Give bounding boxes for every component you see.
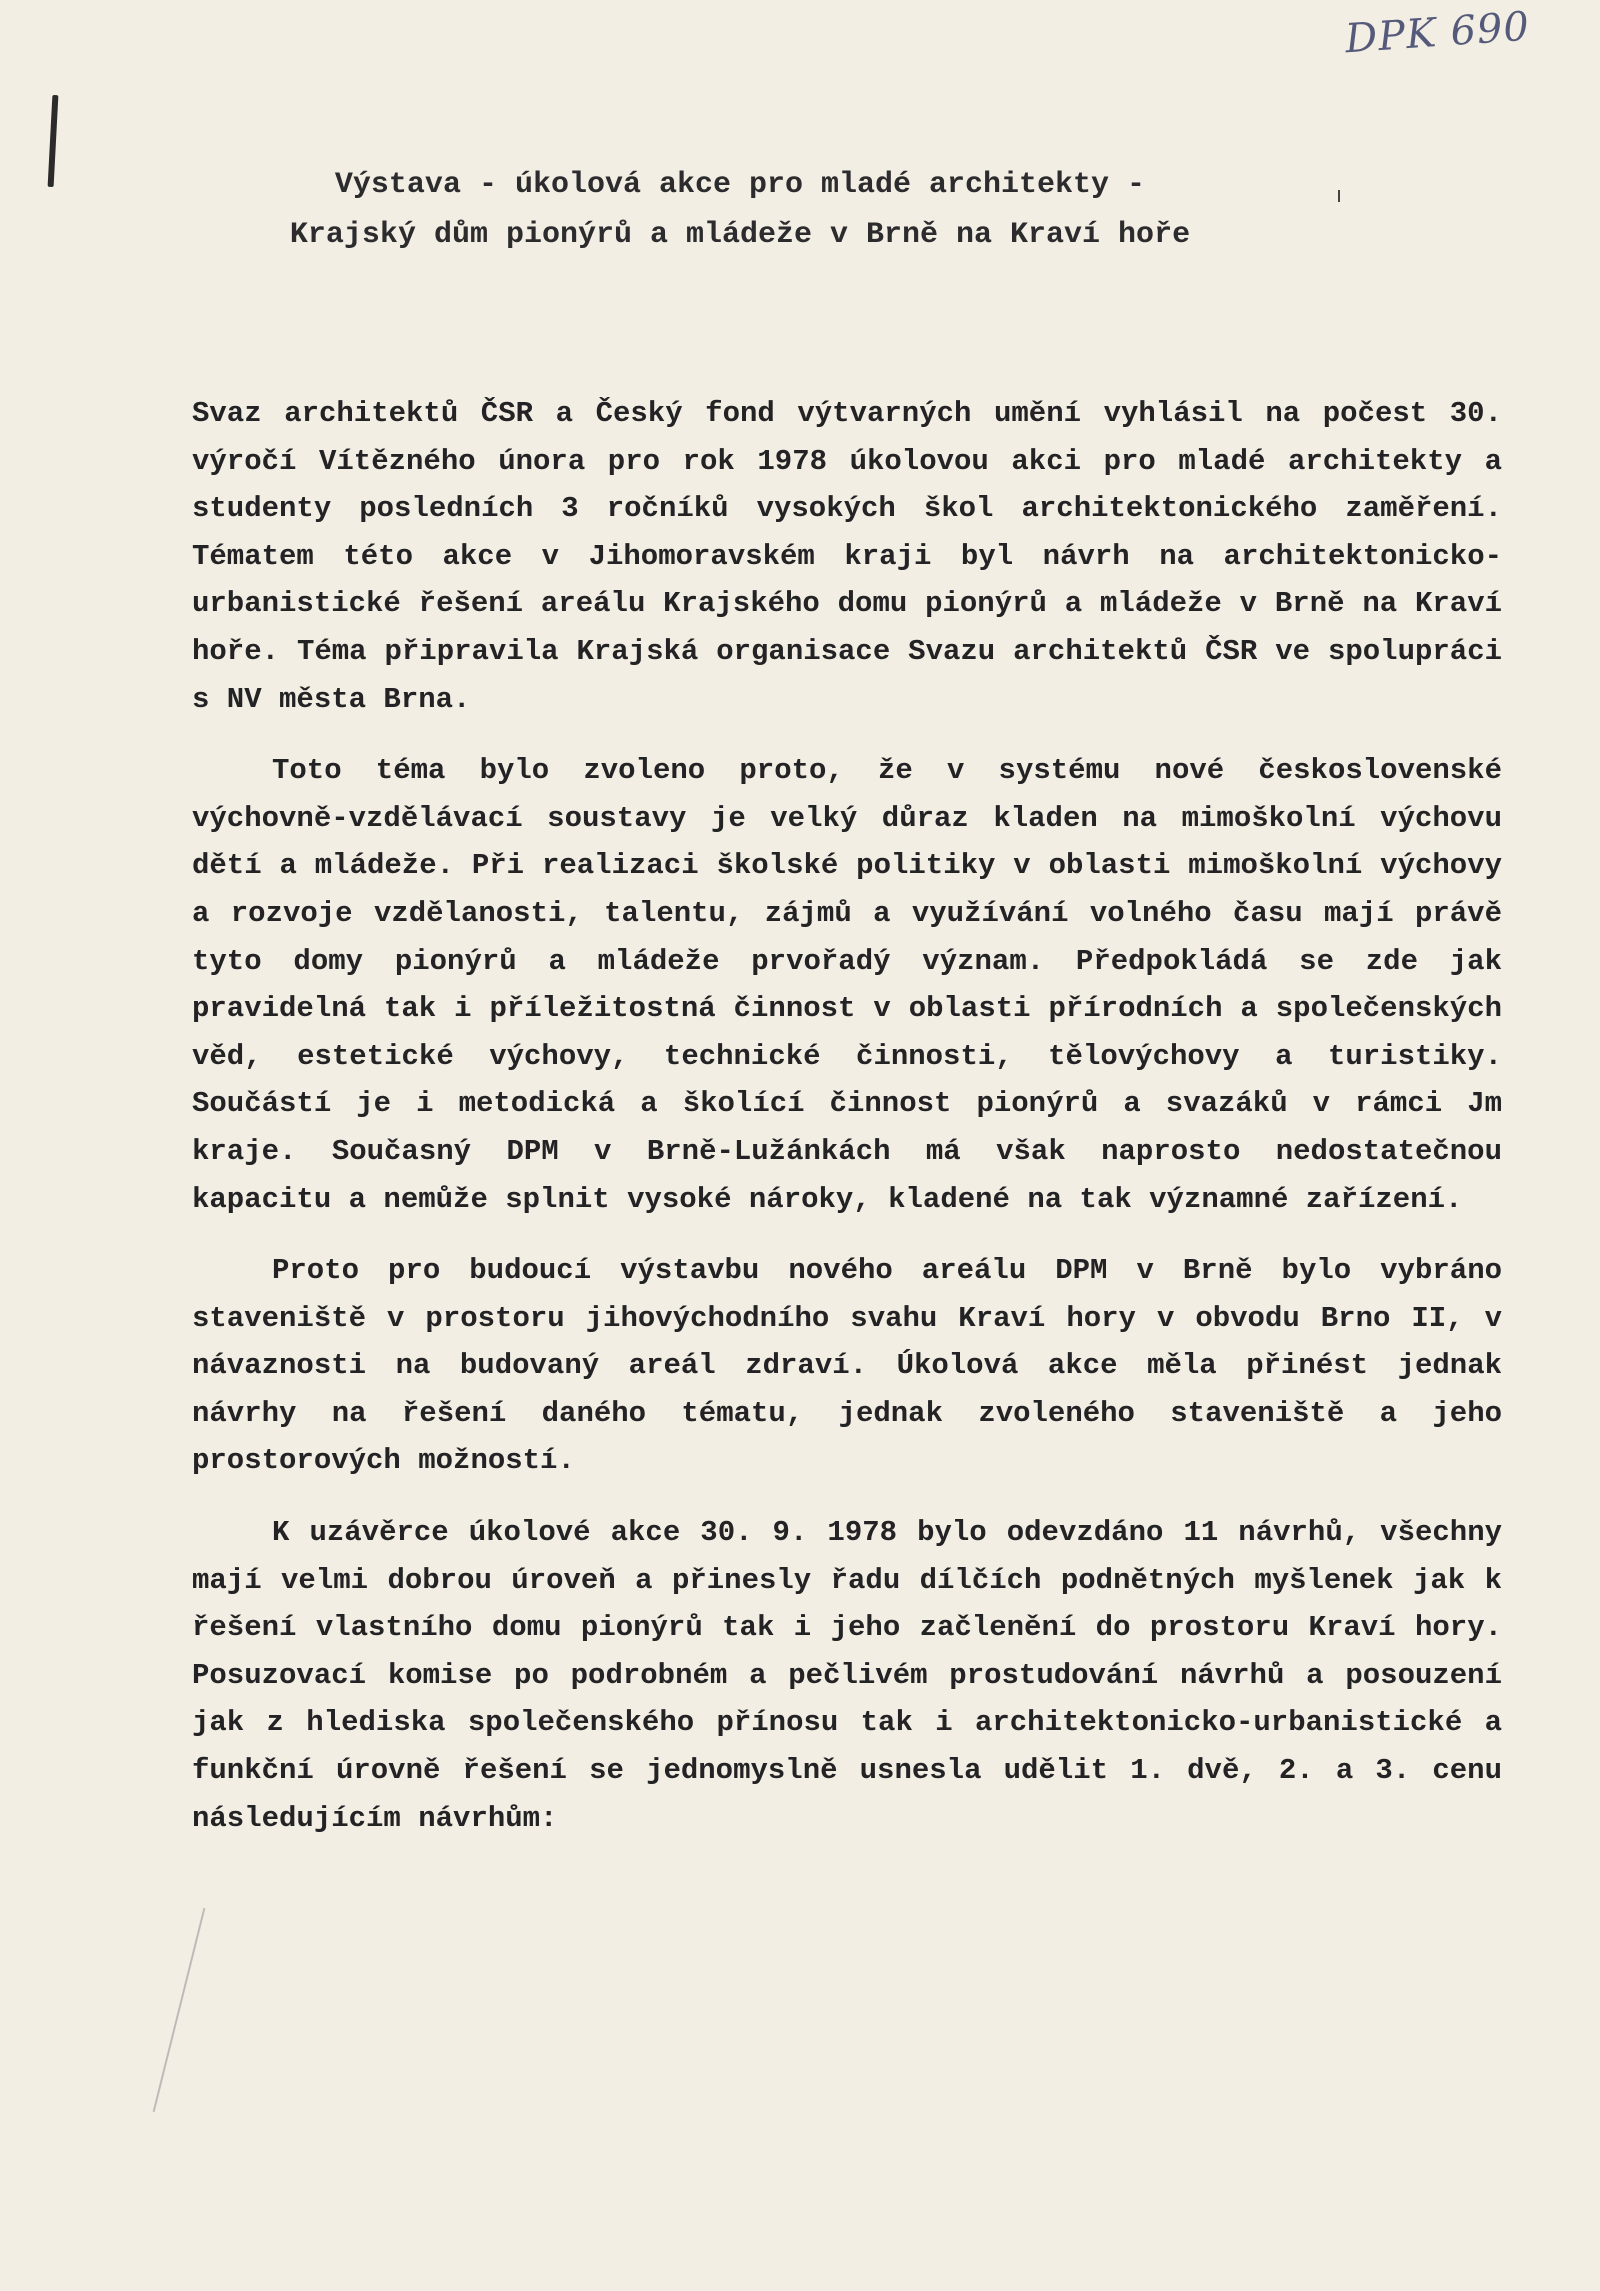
document-title xyxy=(160,160,1320,260)
title-line-1: Výstava - úkolová akce pro mladé architekty - xyxy=(334,168,1146,202)
margin-pen-stroke xyxy=(48,95,59,187)
paragraph-1: Svaz architektů ČSR a Český fond výtvarných umění vyhlásil na počest 30. výročí Vítězného února pro rok 1978 úkolovou akci pro mladé architekty a studenty posledních 3 ročníků vysokých škol architektonického zaměření. Tématem této akce v Jihomoravském kraji byl návrh na architektonicko-urbanistické řešení areálu Krajského domu pionýrů a mládeže v Brně na Kraví hoře. Téma připravila Krajská organisace Svazu architektů ČSR ve spolupráci s NV města Brna. xyxy=(192,397,1502,716)
ink-speck xyxy=(1338,190,1340,202)
paragraph-2: Toto téma bylo zvoleno proto, že v systému nové československé výchovně-vzdělávací soustavy je velký důraz kladen na mimoškolní výchovu dětí a mládeže. Při realizaci školské politiky v oblasti mimoškolní výchovy a rozvoje vzdělanosti, talentu, zájmů a využívání volného času mají právě tyto domy pionýrů a mládeže prvořadý význam. Předpokládá se zde jak pravidelná tak i příležitostná činnost v oblasti přírodních a společenských věd, estetické výchovy, technické činnosti, tělovýchovy a turistiky. Součástí je i metodická a školící činnost pionýrů a svazáků v rámci Jm kraje. Současný DPM v Brně-Lužánkách má však naprosto nedostatečnou kapacitu a nemůže splnit vysoké nároky, kladené na tak významné zařízení. xyxy=(192,754,1502,1216)
margin-pencil-line xyxy=(153,1908,206,2112)
archive-signature-mark: DPK 690 xyxy=(1343,3,1532,63)
title-line-2: Krajský dům pionýrů a mládeže v Brně na Kraví hoře xyxy=(289,218,1191,252)
paragraph-4: K uzávěrce úkolové akce 30. 9. 1978 bylo odevzdáno 11 návrhů, všechny mají velmi dobrou úroveň a přinesly řadu dílčích podnětných myšlenek jak k řešení vlastního domu pionýrů tak i jeho začlenění do prostoru Kraví hory. Posuzovací komise po podrobném a pečlivém prostudování návrhů a posouzení jak z hlediska společenského přínosu tak i architektonicko-urbanistické a funkční úrovně řešení se jednomyslně usnesla udělit 1. dvě, 2. a 3. cenu následujícím návrhům: xyxy=(192,1516,1502,1835)
paragraph-3: Proto pro budoucí výstavbu nového areálu DPM v Brně bylo vybráno staveniště v prostoru jihovýchodního svahu Kraví hory v obvodu Brno II, v návaznosti na budovaný areál zdraví. Úkolová akce měla přinést jednak návrhy na řešení daného tématu, jednak zvoleného staveniště a jeho prostorových možností. xyxy=(192,1254,1502,1478)
document-body xyxy=(192,390,1502,1866)
